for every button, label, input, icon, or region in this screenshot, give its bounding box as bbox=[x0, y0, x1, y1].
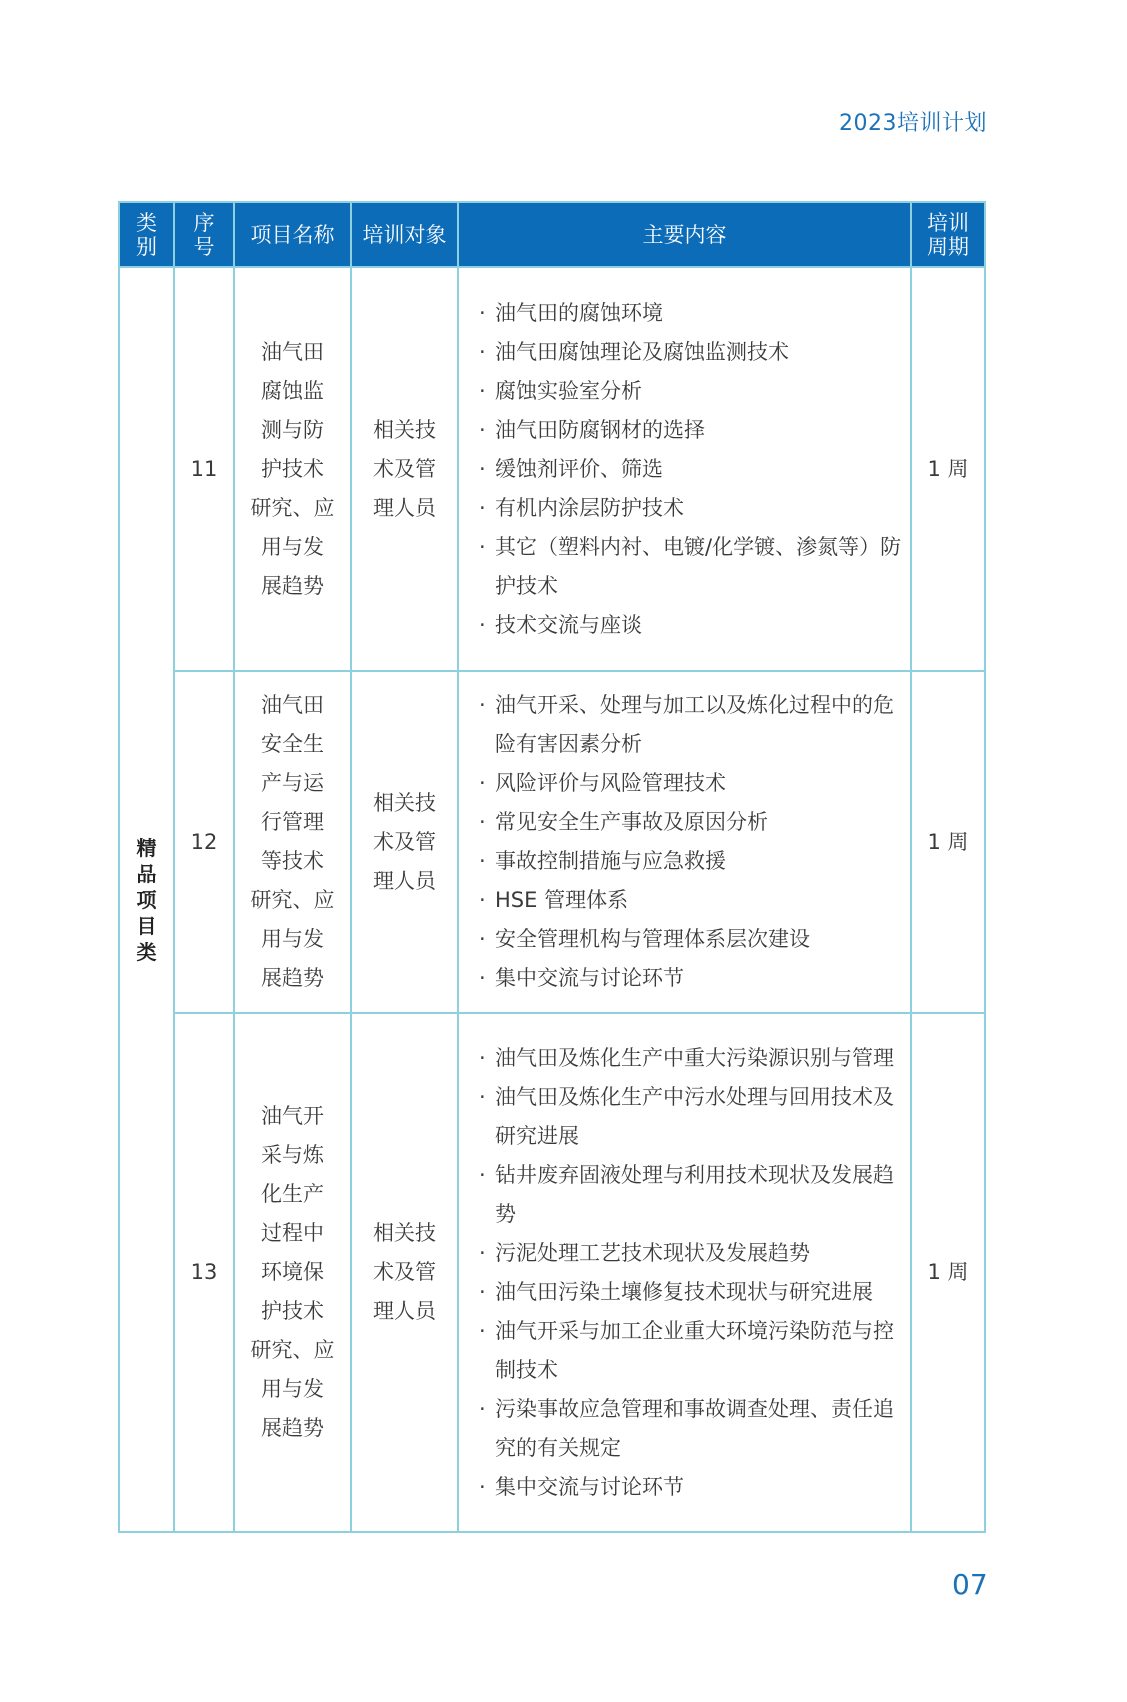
page-header-title: 2023培训计划 bbox=[839, 111, 987, 136]
content-item: · 油气田污染土壤修复技术现状与研究进展 bbox=[479, 1273, 904, 1312]
column-header-category bbox=[119, 202, 174, 267]
target-line: 理人员 bbox=[373, 868, 436, 893]
column-header-category-line: 类 bbox=[136, 210, 157, 235]
project-name-line: 腐蚀监 bbox=[261, 378, 324, 403]
content-item: · 集中交流与讨论环节 bbox=[479, 959, 904, 998]
page-number: 07 bbox=[952, 1568, 988, 1601]
content-cell bbox=[458, 671, 911, 1013]
content-item: · 腐蚀实验室分析 bbox=[479, 372, 904, 411]
project-name-line: 研究、应 bbox=[250, 888, 335, 912]
project-name-line: 研究、应 bbox=[250, 495, 335, 520]
category-char: 品 bbox=[136, 861, 157, 886]
project-name-line: 用与发 bbox=[261, 534, 324, 559]
project-name-line: 护技术 bbox=[261, 1299, 324, 1323]
target-line: 相关技 bbox=[373, 417, 436, 442]
duration-cell: 1 周 bbox=[911, 671, 985, 1013]
content-item: · 油气田的腐蚀环境 bbox=[479, 294, 904, 333]
column-header-content: 主要内容 bbox=[458, 202, 911, 267]
content-item: · 油气田及炼化生产中污水处理与回用技术及研究进展 bbox=[479, 1078, 904, 1156]
project-name-line: 过程中 bbox=[261, 1221, 324, 1245]
target-line: 术及管 bbox=[373, 1260, 436, 1284]
target-line: 理人员 bbox=[373, 1299, 436, 1323]
project-name-line: 研究、应 bbox=[250, 1338, 335, 1362]
content-item: · 其它（塑料内衬、电镀/化学镀、渗氮等）防护技术 bbox=[479, 528, 904, 606]
content-item: · HSE 管理体系 bbox=[479, 881, 904, 920]
duration-cell: 1 周 bbox=[911, 267, 985, 671]
table-row bbox=[119, 267, 985, 671]
project-name-line: 护技术 bbox=[261, 456, 324, 481]
target-cell bbox=[351, 1013, 458, 1532]
category-char: 精 bbox=[136, 835, 157, 860]
project-name-line: 等技术 bbox=[261, 849, 324, 873]
project-name-line: 展趋势 bbox=[261, 573, 324, 598]
content-cell bbox=[458, 1013, 911, 1532]
target-line: 相关技 bbox=[373, 1221, 436, 1245]
content-item: · 油气开采与加工企业重大环境污染防范与控制技术 bbox=[479, 1312, 904, 1390]
column-header-duration bbox=[911, 202, 985, 267]
content-item: · 集中交流与讨论环节 bbox=[479, 1468, 904, 1507]
table-row bbox=[119, 1013, 985, 1532]
content-item: · 常见安全生产事故及原因分析 bbox=[479, 803, 904, 842]
project-name-line: 油气开 bbox=[261, 1104, 324, 1128]
column-header-seq-line: 号 bbox=[193, 234, 215, 259]
project-name-line: 用与发 bbox=[261, 1377, 324, 1401]
target-cell bbox=[351, 267, 458, 671]
seq-cell: 13 bbox=[174, 1013, 234, 1532]
column-header-seq-line: 序 bbox=[193, 210, 215, 235]
training-plan-table bbox=[118, 201, 986, 1533]
project-name-line: 油气田 bbox=[261, 339, 324, 364]
table-header-row bbox=[119, 202, 985, 267]
project-name-line: 油气田 bbox=[261, 693, 324, 717]
project-name-line: 用与发 bbox=[261, 927, 324, 951]
project-name-cell bbox=[234, 1013, 351, 1532]
content-item: · 事故控制措施与应急救援 bbox=[479, 842, 904, 881]
duration-cell: 1 周 bbox=[911, 1013, 985, 1532]
content-item: · 缓蚀剂评价、筛选 bbox=[479, 450, 904, 489]
content-item: · 风险评价与风险管理技术 bbox=[479, 764, 904, 803]
project-name-line: 化生产 bbox=[261, 1182, 324, 1206]
content-item: · 油气田防腐钢材的选择 bbox=[479, 411, 904, 450]
content-item: · 油气开采、处理与加工以及炼化过程中的危险有害因素分析 bbox=[479, 686, 904, 764]
column-header-duration-line: 培训 bbox=[927, 210, 969, 235]
category-char: 项 bbox=[136, 887, 157, 912]
target-line: 术及管 bbox=[373, 456, 436, 481]
table-row bbox=[119, 671, 985, 1013]
content-item: · 污泥处理工艺技术现状及发展趋势 bbox=[479, 1234, 904, 1273]
project-name-line: 行管理 bbox=[261, 810, 324, 834]
seq-cell: 11 bbox=[174, 267, 234, 671]
content-item: · 污染事故应急管理和事故调查处理、责任追究的有关规定 bbox=[479, 1390, 904, 1468]
project-name-cell bbox=[234, 267, 351, 671]
project-name-line: 测与防 bbox=[261, 417, 324, 442]
project-name-cell bbox=[234, 671, 351, 1013]
content-item: · 油气田腐蚀理论及腐蚀监测技术 bbox=[479, 333, 904, 372]
column-header-seq bbox=[174, 202, 234, 267]
target-cell bbox=[351, 671, 458, 1013]
content-item: · 油气田及炼化生产中重大污染源识别与管理 bbox=[479, 1039, 904, 1078]
project-name-line: 环境保 bbox=[261, 1260, 324, 1284]
column-header-target: 培训对象 bbox=[351, 202, 458, 267]
content-item: · 钻井废弃固液处理与利用技术现状及发展趋势 bbox=[479, 1156, 904, 1234]
project-name-line: 安全生 bbox=[261, 732, 324, 756]
project-name-line: 产与运 bbox=[261, 771, 324, 795]
target-line: 理人员 bbox=[373, 495, 436, 520]
seq-cell: 12 bbox=[174, 671, 234, 1013]
target-line: 术及管 bbox=[373, 829, 436, 854]
project-name-line: 展趋势 bbox=[261, 966, 324, 990]
target-line: 相关技 bbox=[373, 790, 436, 815]
content-item: · 安全管理机构与管理体系层次建设 bbox=[479, 920, 904, 959]
column-header-category-line: 别 bbox=[136, 234, 157, 259]
column-header-duration-line: 周期 bbox=[927, 234, 969, 259]
project-name-line: 采与炼 bbox=[261, 1143, 324, 1167]
content-cell bbox=[458, 267, 911, 671]
project-name-line: 展趋势 bbox=[261, 1416, 324, 1440]
column-header-name: 项目名称 bbox=[234, 202, 351, 267]
category-char: 目 bbox=[136, 913, 157, 938]
content-item: · 有机内涂层防护技术 bbox=[479, 489, 904, 528]
category-cell bbox=[119, 267, 174, 1532]
content-item: · 技术交流与座谈 bbox=[479, 606, 904, 645]
category-char: 类 bbox=[136, 939, 157, 964]
